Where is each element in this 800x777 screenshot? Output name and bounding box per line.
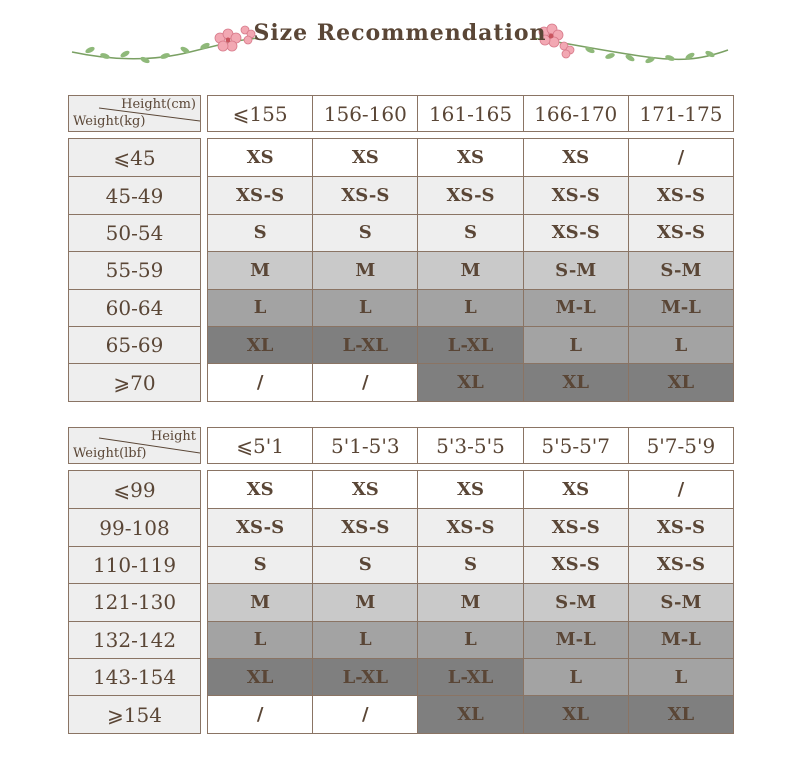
size-cell: XS-S [523,547,628,583]
size-cell: S [208,547,312,583]
column-header: ⩽5'1 [236,433,284,458]
size-cell: L [628,659,733,695]
size-cell: L [208,290,312,326]
row-header: ⩾154 [69,695,200,732]
size-cell: M [417,252,522,288]
table-row [208,508,733,545]
row-header: 99-108 [69,508,200,545]
size-cell: XS [523,139,628,176]
size-cell: L [417,290,522,326]
table-row [208,695,733,732]
table-row [208,326,733,363]
size-cell: XS-S [523,215,628,251]
size-cell: XS [312,139,417,176]
size-cell: XS [208,471,312,508]
size-cell: S [208,215,312,251]
page-title: Size Recommendation [253,20,547,46]
row-header: 65-69 [69,326,200,363]
height-column-headers [207,427,734,464]
size-cell: XL [208,659,312,695]
size-cell: S-M [523,584,628,620]
column-header: 5'1-5'3 [312,428,417,463]
weight-row-headers [68,138,201,402]
height-axis-label: Height(cm) [121,97,196,112]
table-row [208,139,733,176]
size-cells [207,470,734,734]
size-cell: XS-S [208,509,312,545]
size-cell: XL [417,364,522,400]
table-corner-header [68,427,201,464]
size-cell: / [628,471,733,508]
table-row [208,289,733,326]
size-cell: S-M [628,252,733,288]
column-header: 5'7-5'9 [628,428,733,463]
size-cell: XS [417,471,522,508]
size-cell: XL [628,364,733,400]
row-header: 55-59 [69,251,200,288]
row-header: 45-49 [69,176,200,213]
table-row [208,214,733,251]
size-cell: L [628,327,733,363]
size-cell: L-XL [312,327,417,363]
size-cell: L [523,659,628,695]
table-row [208,471,733,508]
size-cell: XS-S [628,177,733,213]
size-cell: XS-S [628,547,733,583]
column-header: 171-175 [628,96,733,131]
table-corner-header [68,95,201,132]
size-cell: M [417,584,522,620]
height-column-headers [207,95,734,132]
size-cell: M-L [628,622,733,658]
size-cell: XS-S [523,509,628,545]
size-cell: S-M [523,252,628,288]
size-cell: L [417,622,522,658]
size-cell: M [312,252,417,288]
size-cell: / [312,696,417,732]
table-row [208,583,733,620]
size-cell: XS-S [312,177,417,213]
size-cell: XS-S [208,177,312,213]
size-cell: XS-S [417,509,522,545]
row-header: 143-154 [69,658,200,695]
size-cell: M-L [523,290,628,326]
size-cells [207,138,734,402]
size-cell: M [208,584,312,620]
size-cell: / [208,364,312,400]
row-header: 132-142 [69,621,200,658]
size-cell: / [312,364,417,400]
size-cell: M [312,584,417,620]
size-cell: XS-S [628,509,733,545]
row-header: ⩾70 [69,363,200,400]
column-header: 156-160 [312,96,417,131]
table-row [208,251,733,288]
size-cell: XS-S [628,215,733,251]
column-header: 161-165 [417,96,522,131]
weight-row-headers [68,470,201,734]
size-cell: S-M [628,584,733,620]
size-cell: M [208,252,312,288]
size-cell: S [312,215,417,251]
size-cell: L [312,290,417,326]
row-header: ⩽99 [69,471,200,508]
size-cell: S [417,547,522,583]
size-cell: S [417,215,522,251]
size-cell: XL [628,696,733,732]
size-cell: L [208,622,312,658]
weight-axis-label: Weight(lbf) [73,446,147,461]
size-cell: L-XL [312,659,417,695]
weight-axis-label: Weight(kg) [73,114,146,129]
size-cell: XL [417,696,522,732]
size-cell: XL [208,327,312,363]
size-cell: XL [523,364,628,400]
size-cell: L [312,622,417,658]
size-cell: / [628,139,733,176]
size-cell: XS-S [523,177,628,213]
column-header: 166-170 [523,96,628,131]
column-header: 5'5-5'7 [523,428,628,463]
column-header: 5'3-5'5 [417,428,522,463]
size-cell: M-L [523,622,628,658]
size-cell: XS [312,471,417,508]
row-header: 50-54 [69,214,200,251]
size-cell: L-XL [417,327,522,363]
size-cell: XS [523,471,628,508]
row-header: 60-64 [69,289,200,326]
size-cell: XS-S [417,177,522,213]
size-cell: XL [523,696,628,732]
size-cell: L [523,327,628,363]
row-header: 110-119 [69,546,200,583]
size-cell: L-XL [417,659,522,695]
size-cell: S [312,547,417,583]
size-cell: XS [208,139,312,176]
size-cell: XS-S [312,509,417,545]
size-cell: / [208,696,312,732]
column-header: ⩽155 [232,101,288,126]
table-row [208,176,733,213]
size-cell: XS [417,139,522,176]
table-row [208,363,733,400]
table-row [208,621,733,658]
height-axis-label: Height [150,429,196,444]
table-row [208,546,733,583]
size-cell: M-L [628,290,733,326]
table-row [208,658,733,695]
row-header: ⩽45 [69,139,200,176]
row-header: 121-130 [69,583,200,620]
